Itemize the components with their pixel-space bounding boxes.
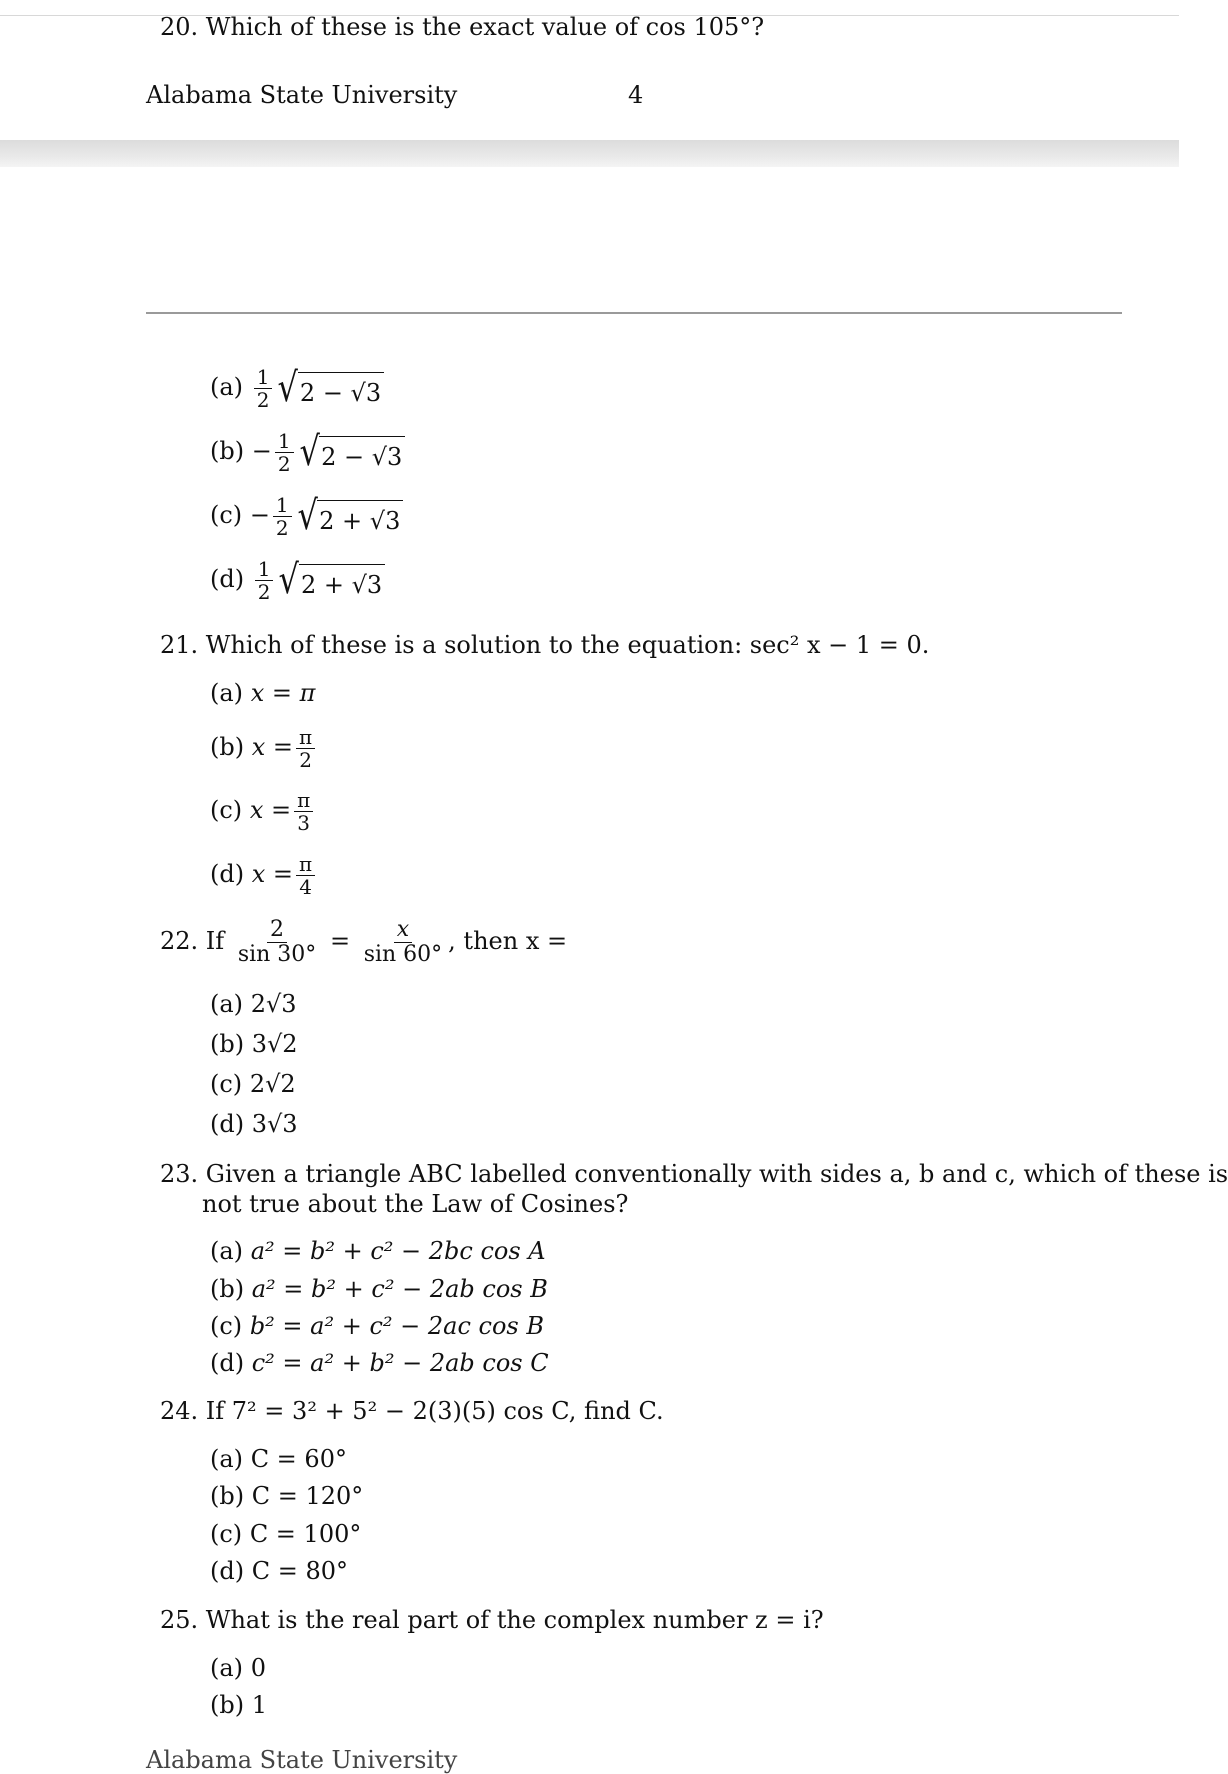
q20-option-a: (a) $\frac{1}{2}$ √ 2 − √3 bbox=[210, 366, 384, 411]
footer-university-partial: Alabama State University bbox=[146, 1746, 458, 1774]
header-rule bbox=[146, 312, 1122, 314]
q22-option-d: (d) 3√3 bbox=[210, 1110, 298, 1138]
q23-option-c: (c) b² = a² + c² − 2ac cos B bbox=[210, 1312, 545, 1340]
q23-option-b: (b) a² = b² + c² − 2ab cos B bbox=[210, 1275, 548, 1303]
header-page-number: 4 bbox=[628, 81, 644, 109]
q25-option-b: (b) 1 bbox=[210, 1691, 268, 1719]
q21-option-d: (d) x = $\frac{\pi}{4}$ bbox=[210, 853, 318, 898]
header-university: Alabama State University bbox=[146, 81, 458, 109]
q21-option-b: (b) x = $\frac{\pi}{2}$ bbox=[210, 726, 318, 771]
q23-option-a: (a) a² = b² + c² − 2bc cos A bbox=[210, 1237, 546, 1265]
q24-option-a: (a) C = 60° bbox=[210, 1445, 347, 1473]
page-break-gap bbox=[0, 140, 1179, 167]
q20-option-c: (c) − $\frac{1}{2}$ √ 2 + √3 bbox=[210, 494, 403, 539]
question-21-stem: 21. Which of these is a solution to the equation: sec² x − 1 = 0. bbox=[160, 631, 930, 659]
q24-option-c: (c) C = 100° bbox=[210, 1520, 362, 1548]
question-25-stem: 25. What is the real part of the complex number z = i? bbox=[160, 1606, 824, 1634]
q21-option-c: (c) x = $\frac{\pi}{3}$ bbox=[210, 789, 316, 834]
q20-option-d: (d) $\frac{1}{2}$ √ 2 + √3 bbox=[210, 558, 385, 603]
q20-option-b: (b) − $\frac{1}{2}$ √ 2 − √3 bbox=[210, 430, 405, 475]
q22-option-b: (b) 3√2 bbox=[210, 1030, 298, 1058]
question-23-stem-line1: 23. Given a triangle ABC labelled conventionally with sides a, b and c, which of these is bbox=[160, 1160, 1228, 1188]
q25-option-a: (a) 0 bbox=[210, 1654, 266, 1682]
q23-option-d: (d) c² = a² + b² − 2ab cos C bbox=[210, 1349, 549, 1377]
q22-option-a: (a) 2√3 bbox=[210, 990, 297, 1018]
q21-option-a: (a) x = π bbox=[210, 679, 316, 707]
question-24-stem: 24. If 7² = 3² + 5² − 2(3)(5) cos C, find C. bbox=[160, 1397, 664, 1425]
question-22-stem: 22. If $\frac{2}{\sin 30^\circ}$ = $\frac{x}{\sin 60^\circ}$ , then x = bbox=[160, 917, 568, 968]
question-20-stem: 20. Which of these is the exact value of cos 105°? bbox=[160, 13, 765, 41]
q24-option-b: (b) C = 120° bbox=[210, 1482, 364, 1510]
q24-option-d: (d) C = 80° bbox=[210, 1557, 349, 1585]
question-23-stem-line2: not true about the Law of Cosines? bbox=[202, 1190, 629, 1218]
q22-option-c: (c) 2√2 bbox=[210, 1070, 296, 1098]
